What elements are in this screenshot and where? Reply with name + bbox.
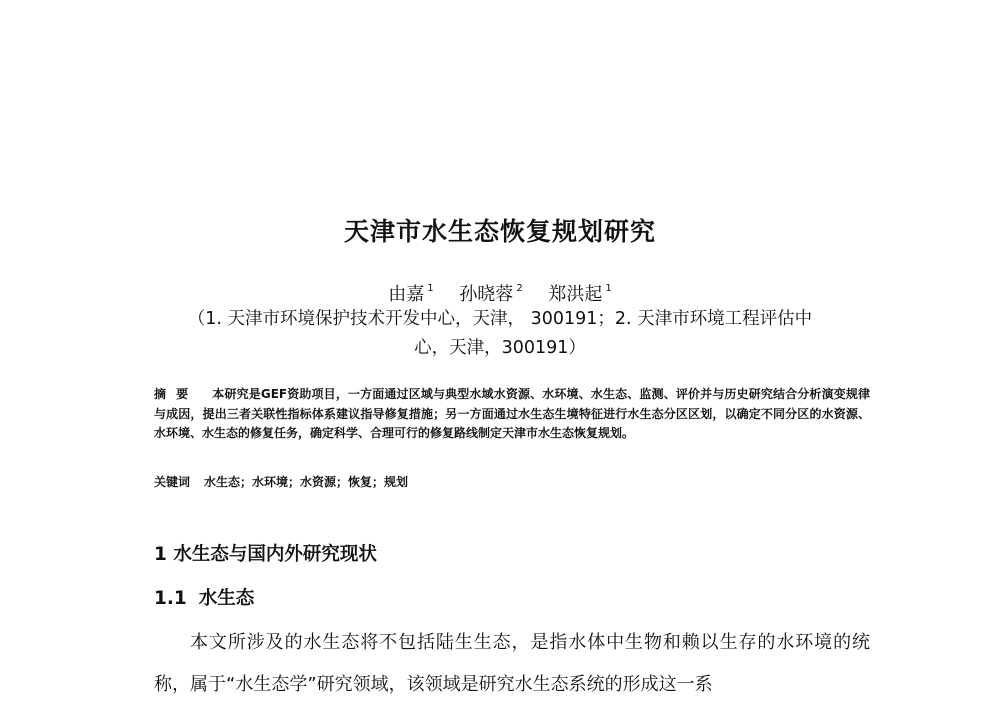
- author: [459, 284, 522, 305]
- paper-title: 天津市水生态恢复规划研究: [343, 217, 656, 246]
- author-affiliation-mark: 1: [427, 283, 434, 294]
- abstract: [154, 385, 870, 444]
- body-paragraph: 本文所涉及的水生态将不包括陆生生态，是指水体中生物和赖以生存的水环境的统称，属于“水生态学”研究领域，该领域是研究水生态系统的形成这一系: [154, 632, 870, 695]
- affiliation-line: （1. 天津市环境保护技术开发中心，天津， 300191；2. 天津市环境工程评估中: [187, 309, 813, 329]
- author-name: 郑洪起: [548, 284, 603, 305]
- keywords: [154, 473, 870, 492]
- affiliation: [130, 305, 870, 363]
- section-heading: 1 水生态与国内外研究现状: [154, 544, 377, 565]
- author-list: [0, 280, 1000, 306]
- subsection-number: 1.1: [154, 588, 187, 609]
- author-name: 由嘉: [388, 284, 425, 305]
- author-affiliation-mark: 1: [605, 283, 612, 294]
- keywords-text: 水生态；水环境；水资源；恢复；规划: [204, 475, 409, 489]
- author: [548, 284, 611, 305]
- abstract-label: 摘要: [154, 387, 199, 401]
- affiliation-line: 心，天津，300191）: [414, 338, 586, 358]
- author-name: 孙晓蓉: [459, 284, 514, 305]
- subsection-heading: [154, 584, 254, 610]
- abstract-text: 本研究是GEF资助项目，一方面通过区域与典型水域水资源、水环境、水生态、监测、评价并与历史研究结合分析演变规律与成因，提出三者关联性指标体系建议指导修复措施；另一方面通过水生态生境特征进行水生态分区区划，以确定不同分区的水资源、水环境、水生态的修复任务，确定科学、合理可行的修复路线制定天津市水生态恢复规划。: [154, 387, 870, 440]
- subsection-title: 水生态: [198, 588, 255, 609]
- author-affiliation-mark: 2: [516, 283, 523, 294]
- keywords-label: 关键词: [154, 475, 191, 489]
- author: [388, 284, 433, 305]
